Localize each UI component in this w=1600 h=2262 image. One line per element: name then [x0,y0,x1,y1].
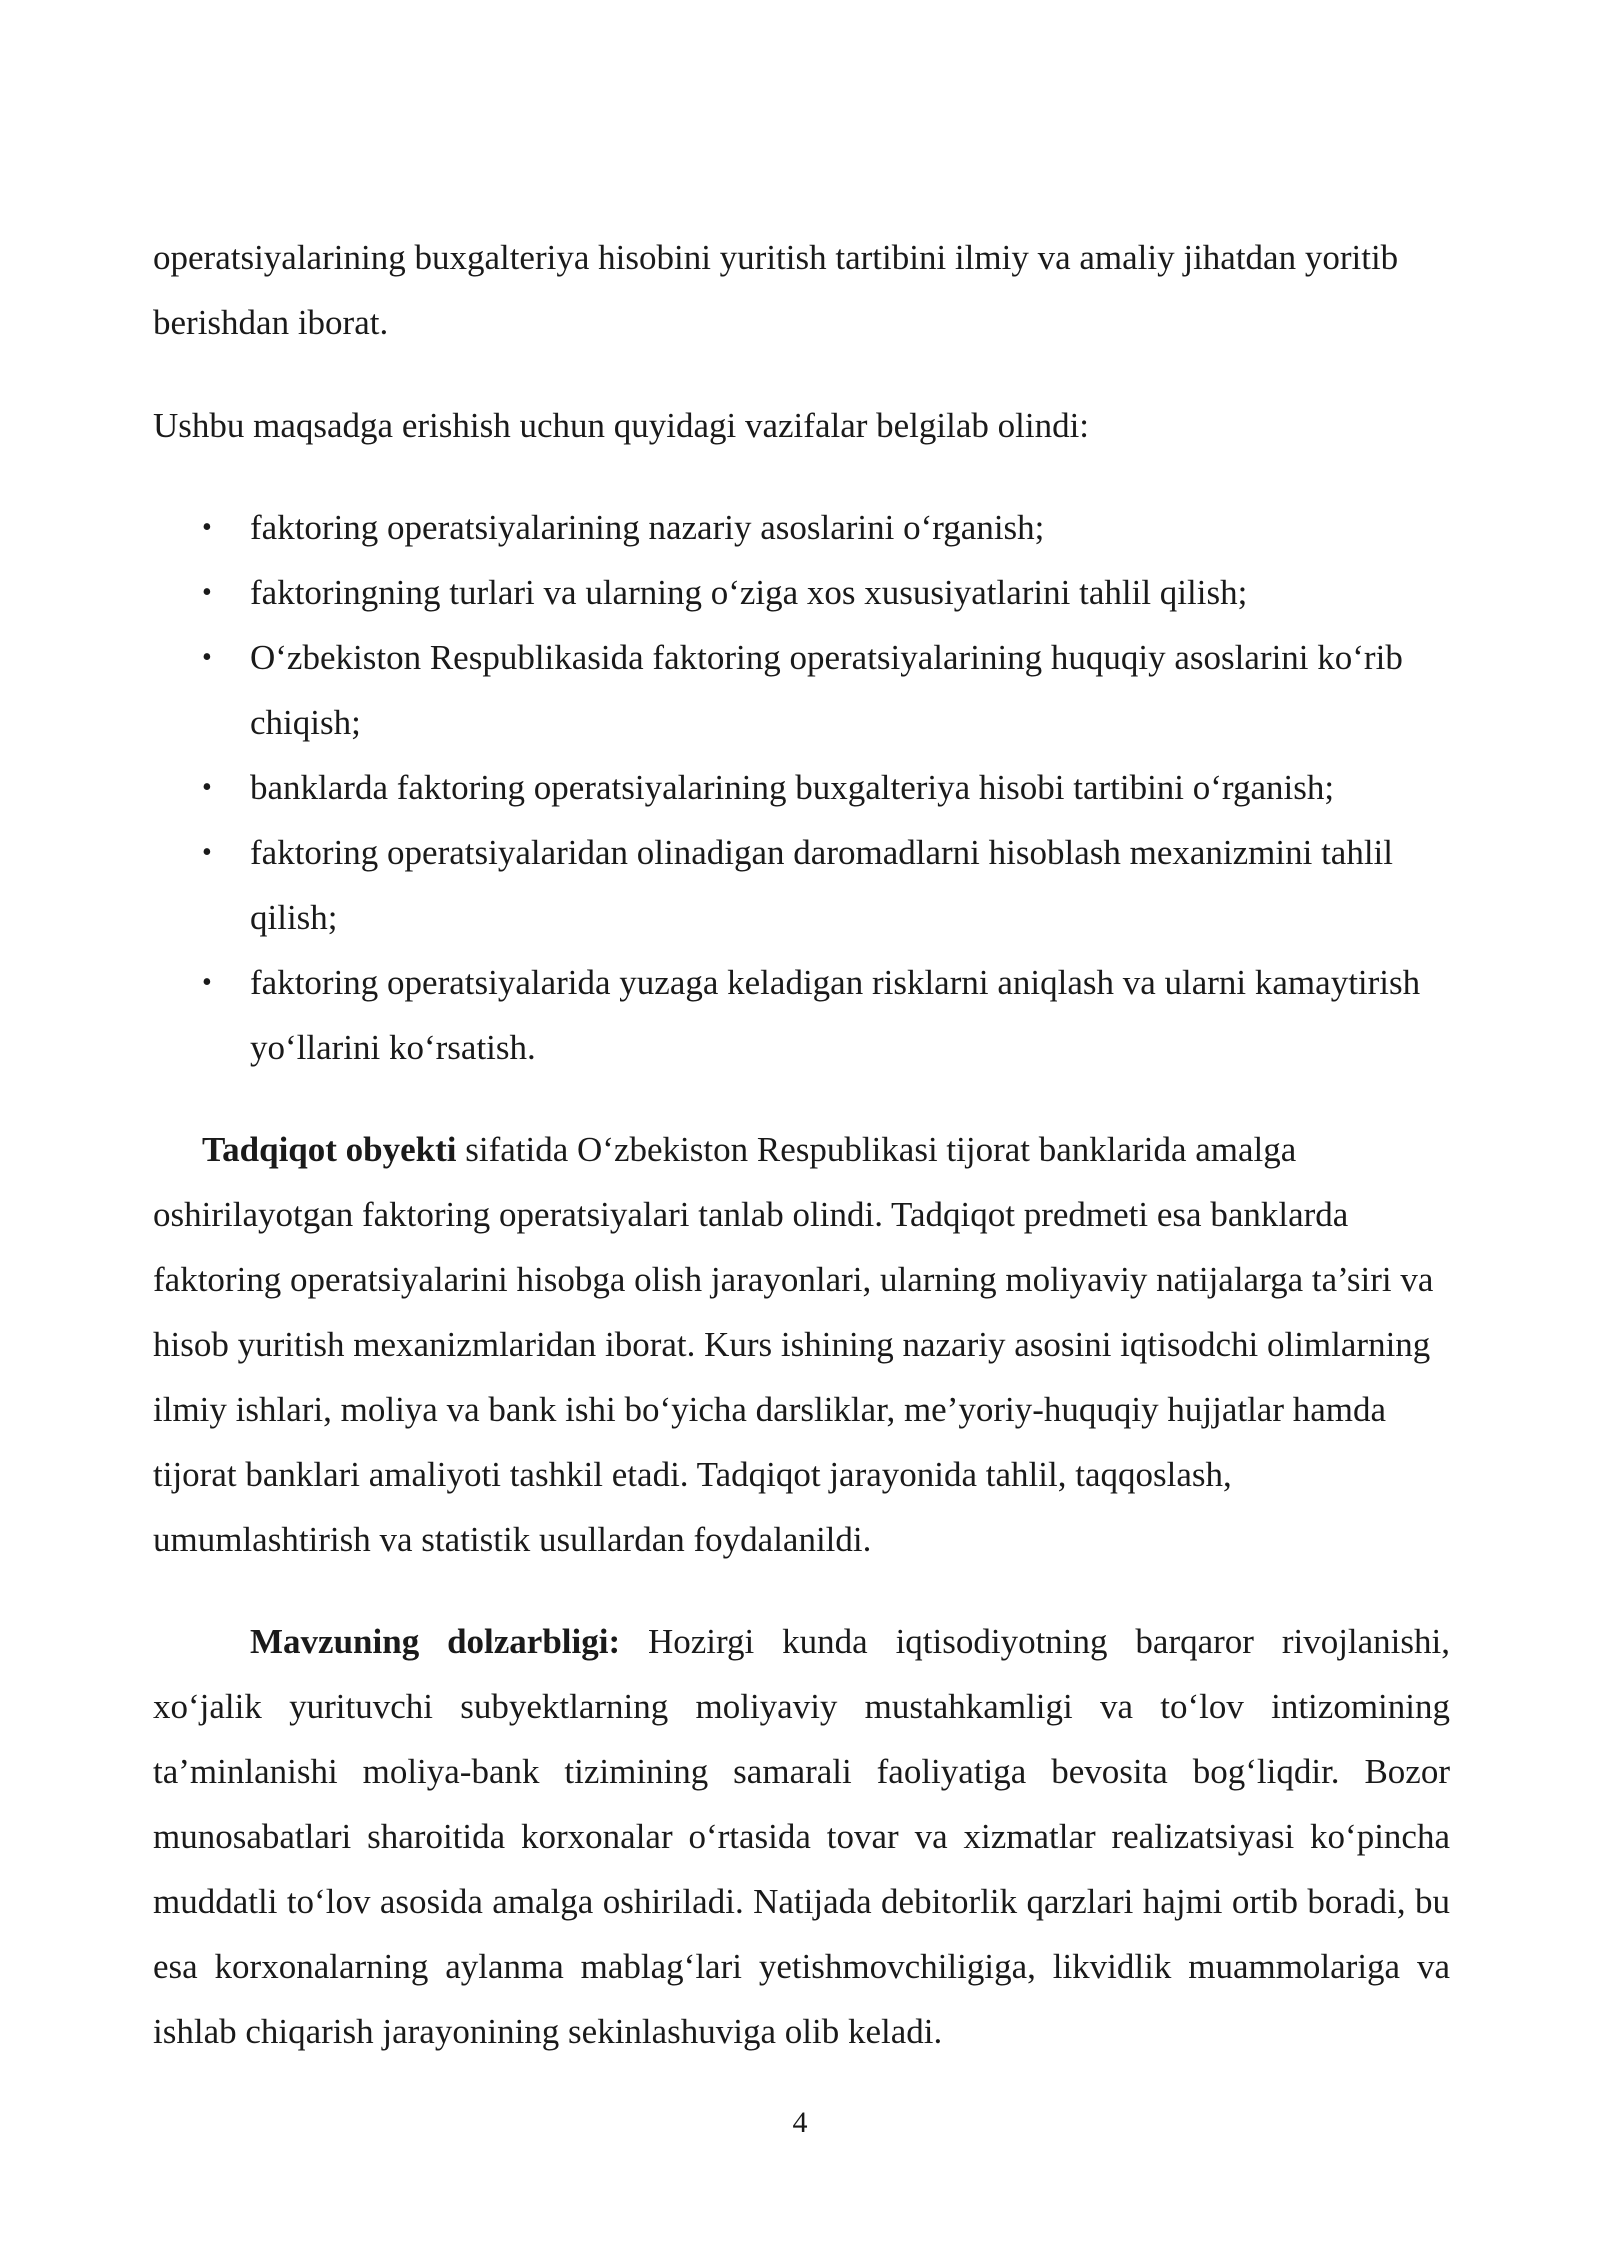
bullet-icon: • [202,837,212,868]
list-item-text: faktoringning turlari va ularning o‘ziga xos xususiyatlarini tahlil qilish; [250,573,1248,612]
list-item-text: faktoring operatsiyalarida yuzaga keladigan risklarni aniqlash va ularni kamaytirish yo‘llarini ko‘rsatish. [250,963,1421,1067]
list-item [153,560,1450,625]
bullet-icon: • [202,642,212,673]
list-item [153,625,1450,755]
list-item [153,950,1450,1080]
list-item-text: faktoring operatsiyalaridan olinadigan daromadlarni hisoblash mexanizmini tahlil qilish; [250,833,1394,937]
relevance-paragraph [153,1609,1450,2064]
list-item-text: faktoring operatsiyalarining nazariy asoslarini o‘rganish; [250,508,1045,547]
bullet-icon: • [202,967,212,998]
relevance-text: Hozirgi kunda iqtisodiyotning barqaror rivojlanishi, xo‘jalik yurituvchi subyektlarning moliyaviy mustahkamligi va to‘lov intizomining ta’minlanishi moliya-bank tizimining samarali faoliyatiga bevosita bog‘liqdir. Bozor munosabatlari sharoitida korxonalar o‘rtasida tovar va xizmatlar realizatsiyasi ko‘pincha muddatli to‘lov asosida amalga oshiriladi. Natijada debitorlik qarzlari hajmi ortib boradi, bu esa korxonalarning aylanma mablag‘lari yetishmovchiligiga, likvidlik muammolariga va ishlab chiqarish jarayonining sekinlashuviga olib keladi. [153,1622,1450,2051]
relevance-heading: Mavzuning dolzarbligi: [250,1622,621,1661]
list-item-text: O‘zbekiston Respublikasida faktoring operatsiyalarining huquqiy asoslarini ko‘rib chiqish; [250,638,1403,742]
intro-paragraph: operatsiyalarining buxgalteriya hisobini yuritish tartibini ilmiy va amaliy jihatdan yoritib berishdan iborat. [153,238,1399,342]
bullet-icon: • [202,772,212,803]
tasks-list [153,495,1450,1080]
bullet-icon: • [202,577,212,608]
list-item-text: banklarda faktoring operatsiyalarining buxgalteriya hisobi tartibini o‘rganish; [250,768,1335,807]
list-item [153,820,1450,950]
research-object-paragraph [153,1117,1450,1572]
list-item [153,495,1450,560]
tasks-intro: Ushbu maqsadga erishish uchun quyidagi vazifalar belgilab olindi: [153,406,1090,445]
bullet-icon: • [202,512,212,543]
research-object-text: sifatida O‘zbekiston Respublikasi tijorat banklarida amalga oshirilayotgan faktoring operatsiyalari tanlab olindi. Tadqiqot predmeti esa banklarda faktoring operatsiyalarini hisobga olish jarayonlari, ularning moliyaviy natijalarga ta’siri va hisob yuritish mexanizmlaridan iborat. Kurs ishining nazariy asosini iqtisodchi olimlarning ilmiy ishlari, moliya va bank ishi bo‘yicha darsliklar, me’yoriy-huquqiy hujjatlar hamda tijorat banklari amaliyoti tashkil etadi. Tadqiqot jarayonida tahlil, taqqoslash, umumlashtirish va statistik usullardan foydalanildi. [153,1130,1434,1559]
list-item [153,755,1450,820]
document-page [153,225,1450,2064]
page-number: 4 [792,2106,808,2139]
research-object-heading: Tadqiqot obyekti [202,1130,457,1169]
